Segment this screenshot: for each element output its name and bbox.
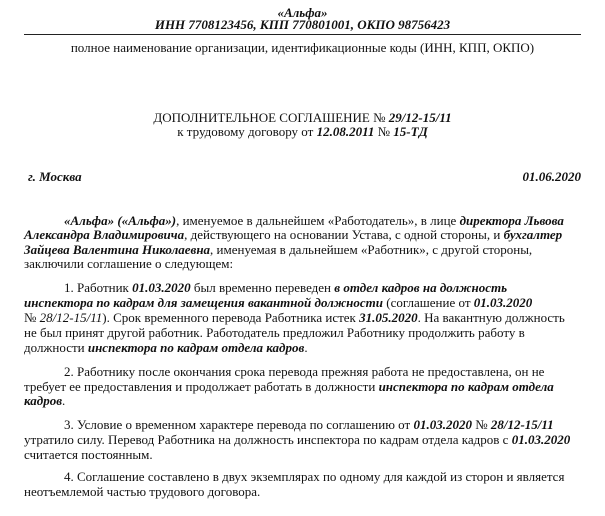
org-caption: полное наименование организации, идентификационные коды (ИНН, КПП, ОКПО) (70, 40, 535, 55)
clause-2-line-2 (24, 379, 554, 395)
clause-1-line-5 (24, 340, 308, 356)
transfer-position: инспектора по кадрам для замещения вакантной должности (24, 295, 383, 310)
contract-number: 15-ТД (393, 124, 428, 139)
clause-1-line-2 (24, 295, 532, 311)
clause-text: 3. Условие о временном характере перевода по соглашению от (64, 417, 414, 432)
clause-text: требует ее предоставления и продолжает работать в должности (24, 379, 379, 394)
transfer-position: в отдел кадров на должность (334, 280, 508, 295)
clause-text: был временно переведен (190, 280, 335, 295)
clause-4-line-1: 4. Соглашение составлено в двух экземплярах по одному для каждой из сторон и является (64, 469, 565, 484)
agreement-number: 29/12-15/11 (388, 110, 452, 125)
clause-text: 1. Работник (64, 280, 133, 295)
intro-text: , именуемое в дальнейшем «Работодатель», в лице (176, 213, 460, 228)
clause-3-line-1 (64, 417, 554, 433)
clause-1-line-4: не был принят другой работник. Работодатель предложил Работнику продолжить работу в (24, 325, 525, 340)
clause-text: № (24, 310, 40, 325)
clause-3-line-3: считается постоянным. (24, 447, 153, 462)
clause-2-line-3 (24, 393, 65, 409)
intro-text: , действующего на основании Устава, с одной стороны, и (184, 227, 504, 242)
agreement-ref-number: 28/12-15/11 (39, 310, 103, 325)
clause-text: . (304, 340, 308, 355)
org-name: «Альфа» (277, 5, 328, 20)
position-text: кадров (24, 393, 63, 408)
transfer-date: 01.03.2020 (132, 280, 191, 295)
org-codes: ИНН 7708123456, КПП 770801001, ОКПО 98756423 (154, 17, 451, 32)
subtitle-text: к трудовому договору от (177, 124, 317, 139)
document-subtitle (0, 124, 605, 140)
intro-line-4: заключили соглашение о следующем: (24, 256, 234, 271)
expiry-date: 31.05.2020 (359, 310, 418, 325)
intro-org: «Альфа» («Альфа») (64, 213, 177, 228)
clause-3-line-2 (24, 432, 570, 448)
clause-2-line-1: 2. Работнику после окончания срока перевода прежняя работа не предоставлена, он не (64, 364, 545, 379)
clause-text: (соглашение от (383, 295, 474, 310)
intro-text: , именуемая в дальнейшем «Работник», с другой стороны, (210, 242, 533, 257)
clause-text: . На вакантную должность (417, 310, 565, 325)
title-prefix: ДОПОЛНИТЕЛЬНОЕ СОГЛАШЕНИЕ № (153, 110, 389, 125)
permanent-date: 01.03.2020 (511, 432, 571, 447)
clause-text: утратило силу. Перевод Работника на должность инспектора по кадрам отдела кадров с (24, 432, 512, 447)
clause-1-line-3 (24, 310, 565, 326)
clause-4-line-2: неотъемлемой частью трудового договора. (24, 484, 261, 499)
contract-date: 12.08.2011 (316, 124, 375, 139)
place: г. Москва (28, 169, 82, 184)
employee-name: Зайцева Валентина Николаевна (24, 242, 211, 257)
clause-1-line-1 (64, 280, 507, 296)
position-text: инспектора по кадрам отдела (378, 379, 554, 394)
agreement-ref-number: 28/12-15/11 (490, 417, 554, 432)
clause-text: . (62, 393, 66, 408)
clause-text: ). Срок временного перевода Работника истек (102, 310, 360, 325)
number-sign: № (374, 124, 394, 139)
employer-rep-name: Александра Владимировича (24, 227, 185, 242)
intro-line-2 (24, 227, 562, 243)
employer-rep-position: директора Львова (459, 213, 564, 228)
new-position: инспектора по кадрам отдела кадров (87, 340, 305, 355)
agreement-date: 01.03.2020 (413, 417, 472, 432)
org-underline (24, 34, 581, 35)
document-date: 01.06.2020 (522, 169, 581, 184)
clause-text: должности (24, 340, 88, 355)
employee-position: бухгалтер (503, 227, 563, 242)
clause-text: № (471, 417, 491, 432)
agreement-date: 01.03.2020 (473, 295, 533, 310)
